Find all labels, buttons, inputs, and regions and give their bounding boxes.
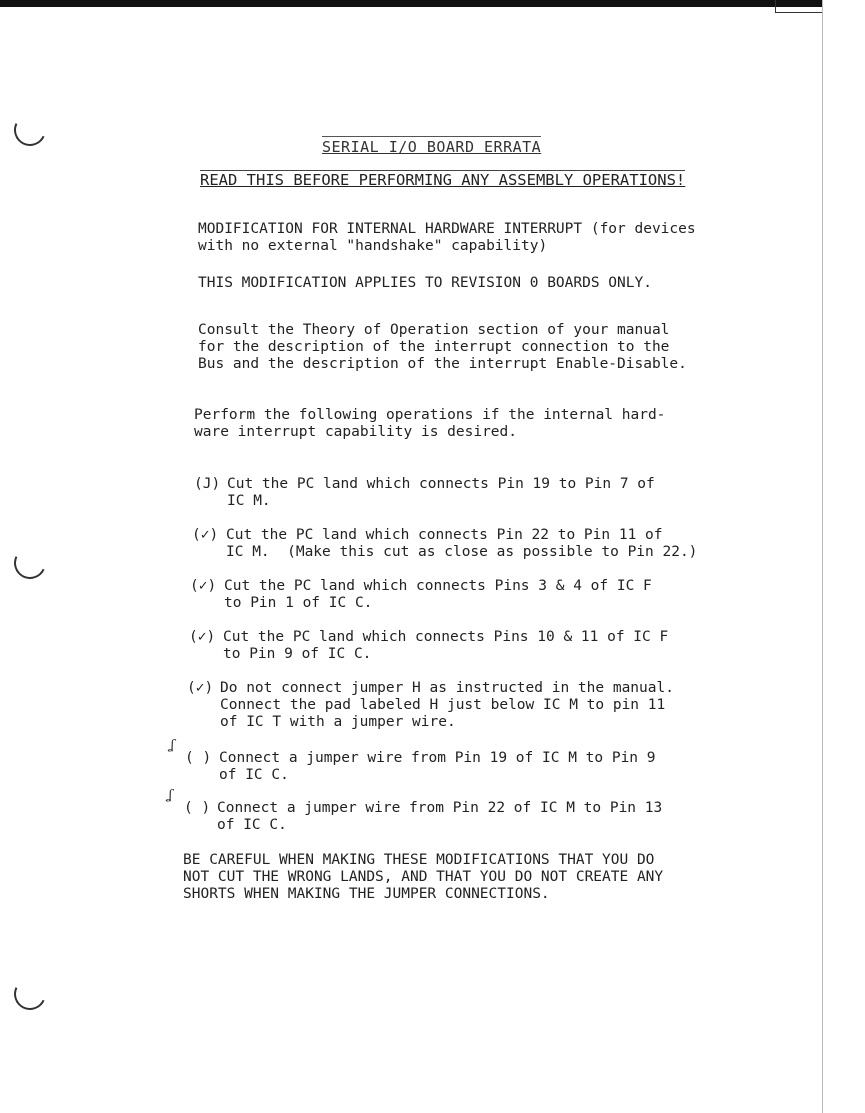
step-6-check: ( ) [185, 750, 212, 766]
handwritten-check-mark: ʆ [168, 788, 173, 803]
top-border [0, 0, 822, 7]
paragraph-perform: Perform the following operations if the internal hard- ware interrupt capability is desired. [194, 407, 666, 440]
step-1-check: (J) [194, 476, 221, 492]
punch-hole-middle [9, 542, 50, 583]
step-2-text: Cut the PC land which connects Pin 22 to Pin 11 of IC M. (Make this cut as close as possible to Pin 22.) [226, 527, 698, 560]
step-1-text: Cut the PC land which connects Pin 19 to Pin 7 of IC M. [227, 476, 655, 509]
warning-paragraph: BE CAREFUL WHEN MAKING THESE MODIFICATIONS THAT YOU DO NOT CUT THE WRONG LANDS, AND THAT YOU DO NOT CREATE ANY SHORTS WHEN MAKING THE JUMPER CONNECTIONS. [183, 852, 664, 902]
paragraph-consult: Consult the Theory of Operation section of your manual for the description of the interrupt connection to the Bus and the description of the interrupt Enable-Disable. [198, 322, 687, 372]
handwritten-check-mark: ʆ [170, 738, 175, 753]
step-4-check: (✓) [189, 629, 216, 645]
document-title: SERIAL I/O BOARD ERRATA [322, 138, 542, 156]
step-3-check: (✓) [190, 578, 217, 594]
step-7-text: Connect a jumper wire from Pin 22 of IC M to Pin 13 of IC C. [217, 800, 663, 833]
step-2-check: (✓) [192, 527, 219, 543]
step-3-text: Cut the PC land which connects Pins 3 & 4 of IC F to Pin 1 of IC C. [224, 578, 652, 611]
step-5-check: (✓) [187, 680, 214, 696]
punch-hole-top [9, 109, 50, 150]
step-7-check: ( ) [184, 800, 211, 816]
right-edge [822, 0, 823, 1113]
paragraph-revision: THIS MODIFICATION APPLIES TO REVISION 0 BOARDS ONLY. [198, 275, 652, 291]
top-border-corner [775, 0, 823, 13]
step-6-text: Connect a jumper wire from Pin 19 of IC M to Pin 9 of IC C. [219, 750, 656, 783]
step-4-text: Cut the PC land which connects Pins 10 & 11 of IC F to Pin 9 of IC C. [223, 629, 669, 662]
punch-hole-bottom [9, 973, 50, 1014]
document-subtitle: READ THIS BEFORE PERFORMING ANY ASSEMBLY OPERATIONS! [200, 171, 686, 189]
paragraph-modification: MODIFICATION FOR INTERNAL HARDWARE INTERRUPT (for devices with no external "handshake" capability) [198, 221, 696, 254]
step-5-text: Do not connect jumper H as instructed in the manual. Connect the pad labeled H just below IC M to pin 11 of IC T with a jumper wire. [220, 680, 674, 730]
